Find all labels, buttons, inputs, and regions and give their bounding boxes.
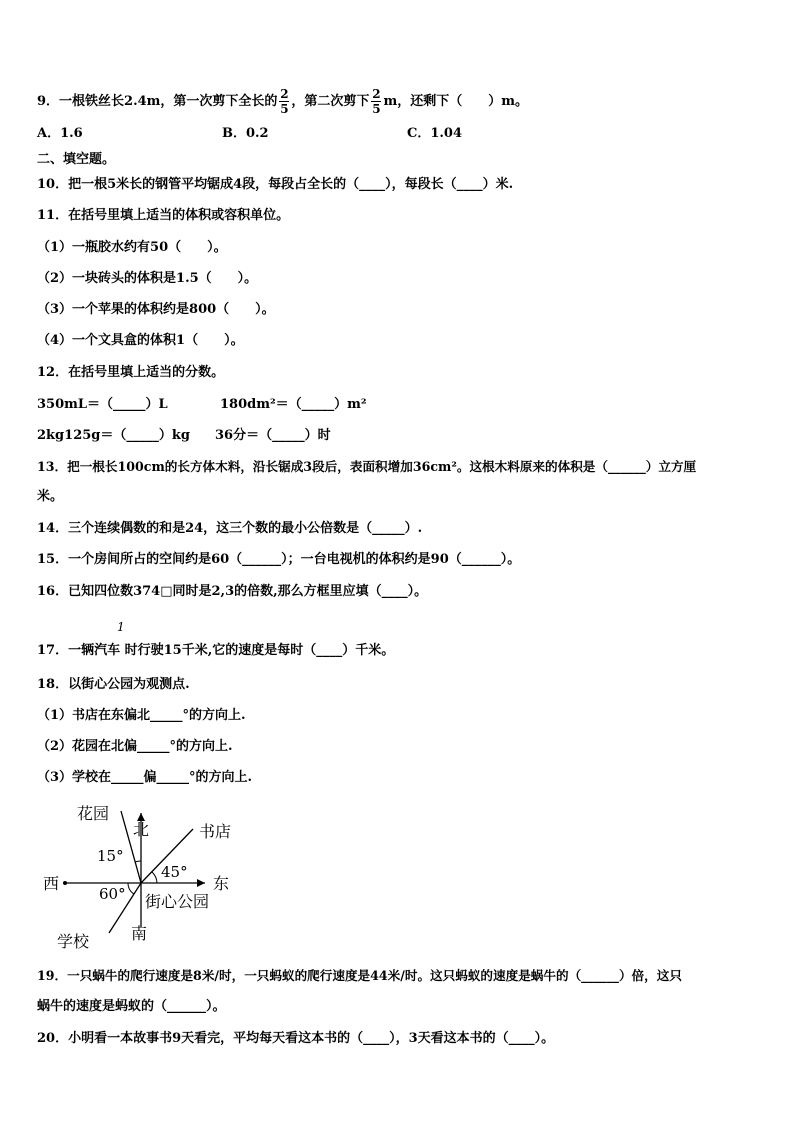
q9-option-c: C．1.04: [407, 126, 463, 141]
question-10: 10．把一根5米长的钢管平均锯成4段，每段占全长的（____），每段长（____）米.: [37, 177, 514, 192]
q12-row1b: 180dm²＝（_____）m²: [220, 397, 367, 412]
label-bookstore: 书店: [199, 822, 232, 841]
q18-item-1: （1）书店在东偏北_____°的方向上.: [37, 708, 246, 723]
label-angle-60: 60°: [99, 885, 126, 903]
q12-row2a: 2kg125g＝（_____）kg: [37, 428, 190, 443]
question-19-line1: 19．一只蜗牛的爬行速度是8米/时，一只蚂蚁的爬行速度是44米/时。这只蚂蚁的速度是蜗牛的（______）倍，这只: [37, 968, 682, 983]
question-9: [37, 87, 528, 116]
q12-row1a: 350mL＝（_____）L: [37, 397, 168, 412]
question-17: 17．一辆汽车 时行驶15千米,它的速度是每时（____）千米。: [37, 643, 395, 658]
question-13-line1: 13．把一根长100cm的长方体木料，沿长锯成3段后，表面积增加36cm²。这根木料原来的体积是（______）立方厘: [37, 459, 697, 474]
q18-item-2: （2）花园在北偏_____°的方向上.: [37, 739, 233, 754]
question-19-line2: 蜗牛的速度是蚂蚁的（______）。: [37, 999, 226, 1014]
question-16: 16．已知四位数374□同时是2,3的倍数,那么方框里应填（____）。: [37, 584, 428, 599]
q9-fraction-2: $\frac{2}{5}$: [372, 87, 381, 116]
label-angle-45: 45°: [161, 863, 188, 881]
q11-item-2: （2）一块砖头的体积是1.5（ ）。: [37, 271, 258, 286]
q9-stem-a: 9．一根铁丝长2.4m，第一次剪下全长的: [37, 94, 278, 109]
q11-item-3: （3）一个苹果的体积约是800（ ）。: [37, 302, 275, 317]
question-11: 11．在括号里填上适当的体积或容积单位。: [37, 208, 290, 223]
label-center-park: 街心公园: [145, 892, 210, 911]
section-title: 二、填空题。: [37, 152, 116, 167]
q9-fraction-1: $\frac{2}{5}$: [280, 87, 289, 116]
label-school: 学校: [57, 932, 90, 951]
label-north: 北: [133, 820, 150, 839]
q11-item-4: （4）一个文具盒的体积1（ ）。: [37, 333, 244, 348]
label-garden: 花园: [77, 804, 110, 823]
q9-option-a: A．1.6: [37, 126, 83, 141]
question-15: 15．一个房间所占的空间约是60（______）；一台电视机的体积约是90（______）。: [37, 552, 521, 567]
label-angle-15: 15°: [97, 847, 124, 865]
question-18: 18．以街心公园为观测点.: [37, 677, 190, 692]
question-13-line2: 米。: [37, 489, 64, 504]
direction-diagram: [37, 797, 267, 952]
label-south: 南: [131, 924, 148, 943]
question-12: 12．在括号里填上适当的分数。: [37, 365, 225, 380]
q9-option-b: B．0.2: [222, 126, 269, 141]
q9-stem-b: ，第二次剪下: [291, 94, 370, 109]
question-14: 14．三个连续偶数的和是24，这三个数的最小公倍数是（_____）.: [37, 521, 423, 536]
label-east: 东: [213, 874, 230, 893]
q11-item-1: （1）一瓶胶水约有50（ ）。: [37, 240, 227, 255]
q12-row2b: 36分＝（_____）时: [215, 428, 331, 443]
question-20: 20．小明看一本故事书9天看完，平均每天看这本书的（____），3天看这本书的（____）。: [37, 1031, 555, 1046]
q18-item-3: （3）学校在_____偏_____°的方向上.: [37, 770, 253, 785]
q17-fraction-mark: 1: [117, 620, 125, 634]
q9-stem-c: m，还剩下（ ）m。: [383, 94, 528, 109]
label-west: 西: [43, 874, 60, 893]
